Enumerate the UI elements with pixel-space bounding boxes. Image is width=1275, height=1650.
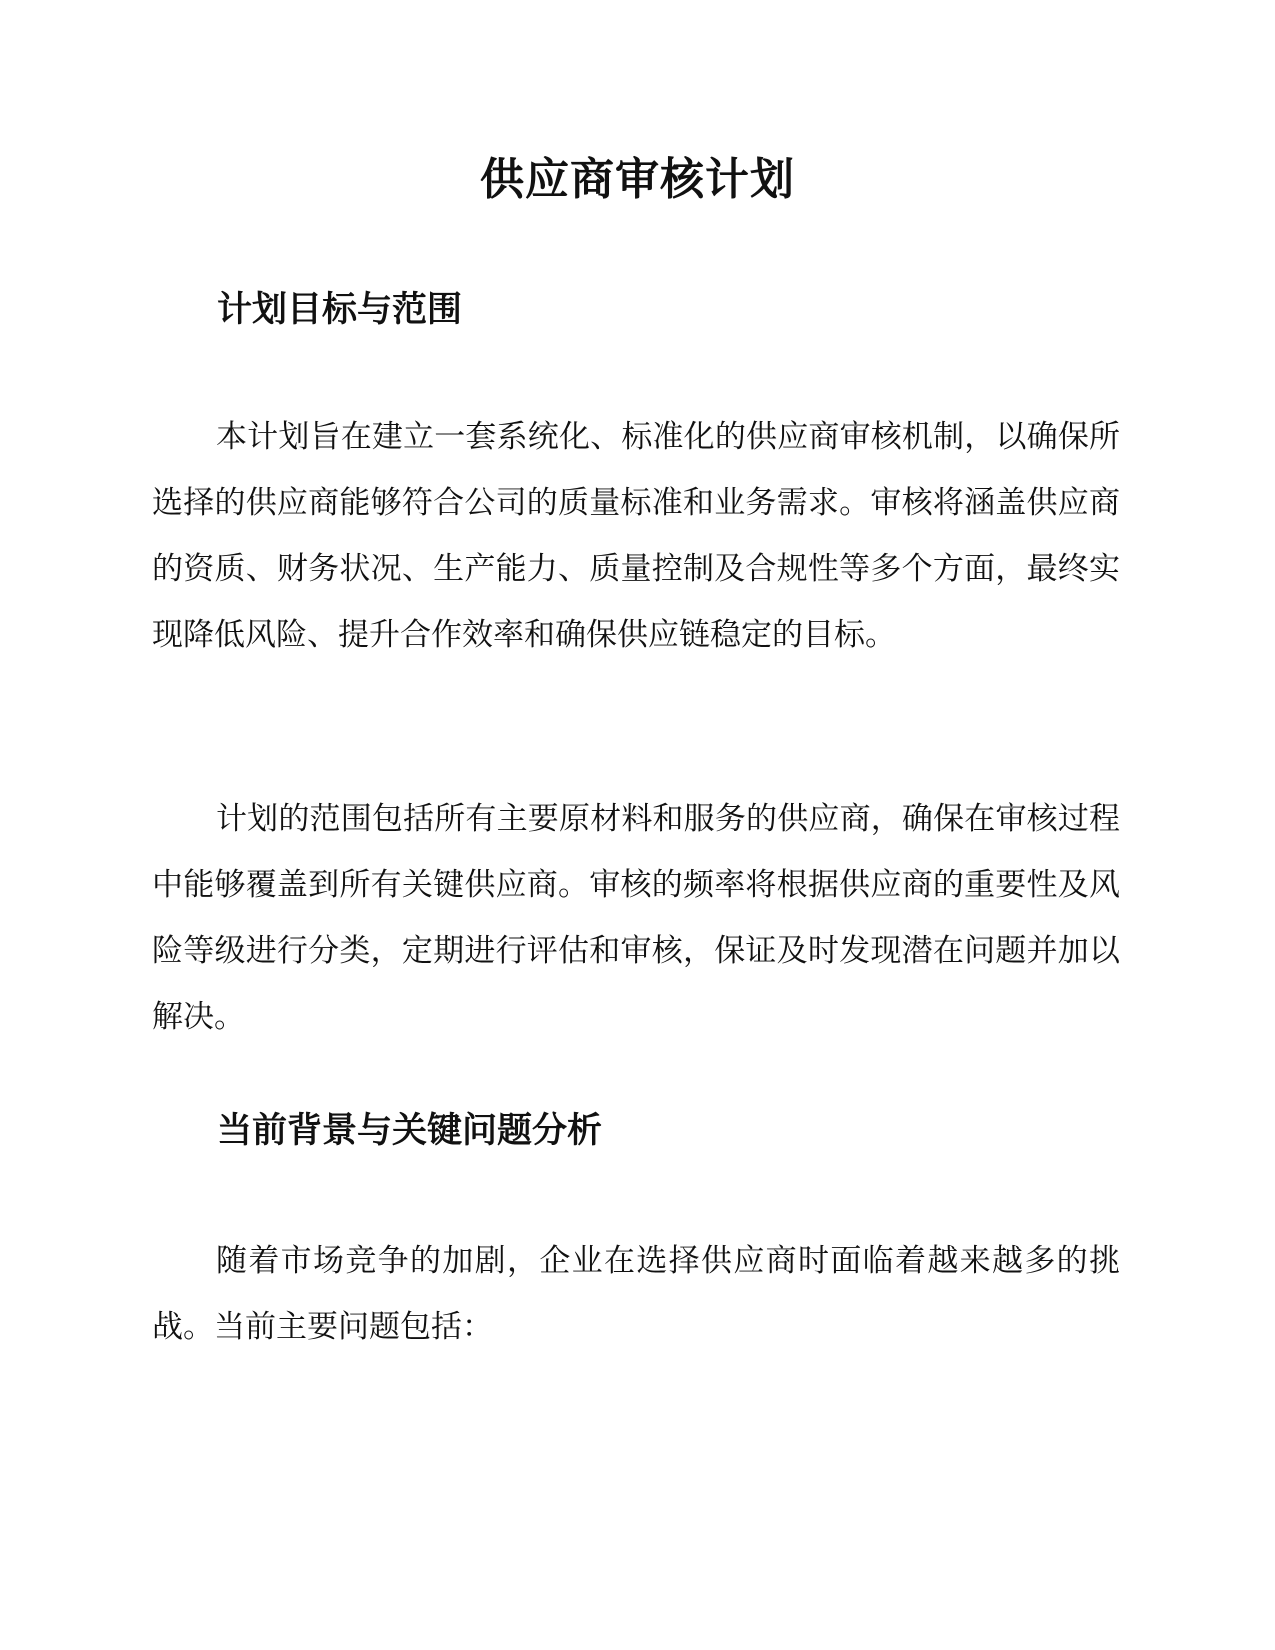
- paragraph-background: 随着市场竞争的加剧，企业在选择供应商时面临着越来越多的挑战。当前主要问题包括：: [152, 1243, 1120, 1345]
- paragraph-scope: 计划的范围包括所有主要原材料和服务的供应商，确保在审核过程中能够覆盖到所有关键供应商。审核的频率将根据供应商的重要性及风险等级进行分类，定期进行评估和审核，保证及时发现潜在问题并加以解决。: [152, 801, 1120, 1035]
- paragraph-goals: 本计划旨在建立一套系统化、标准化的供应商审核机制，以确保所选择的供应商能够符合公司的质量标准和业务需求。审核将涵盖供应商的资质、财务状况、生产能力、质量控制及合规性等多个方面，最终实现降低风险、提升合作效率和确保供应链稳定的目标。: [152, 419, 1120, 653]
- document-title: 供应商审核计划: [480, 154, 795, 205]
- section-heading-goals-scope: 计划目标与范围: [217, 290, 463, 330]
- section-heading-background-issues: 当前背景与关键问题分析: [217, 1111, 603, 1151]
